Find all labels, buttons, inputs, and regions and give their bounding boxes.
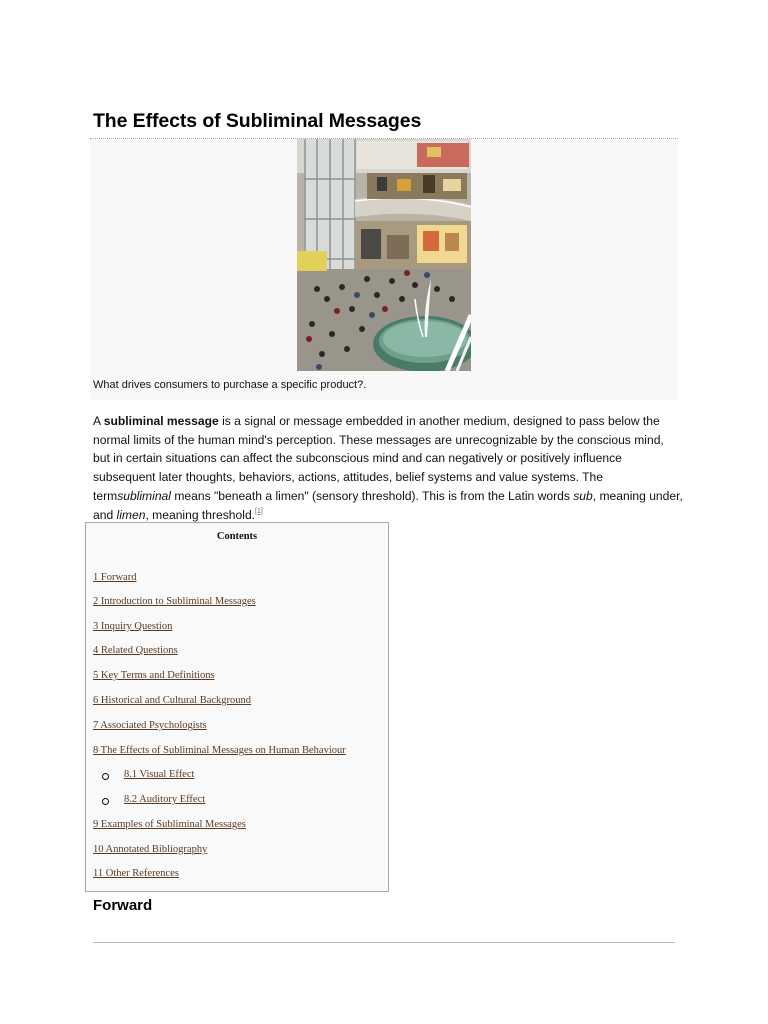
toc-link-effects-on-behaviour[interactable]: 8 The Effects of Subliminal Messages on Human Behaviour [93, 745, 346, 756]
intro-paragraph [93, 412, 683, 524]
section-divider [93, 942, 675, 943]
toc-link-forward[interactable]: 1 Forward [93, 572, 137, 583]
mall-photo [297, 139, 471, 371]
term-subliminal: subliminal [117, 488, 171, 503]
toc-link-auditory-effect[interactable]: 8.2 Auditory Effect [124, 794, 206, 805]
intro-text-0: A [93, 414, 104, 428]
section-heading-forward: Forward [93, 897, 153, 914]
figure [90, 139, 678, 400]
term-sub: sub [573, 488, 593, 503]
intro-text-2: means "beneath a limen" (sensory threshold). This is from the Latin words [170, 488, 574, 503]
intro-text-4: , meaning threshold. [145, 507, 256, 522]
toc-title: Contents [216, 531, 258, 542]
toc-link-examples[interactable]: 9 Examples of Subliminal Messages [93, 819, 246, 830]
toc-link-key-terms[interactable]: 5 Key Terms and Definitions [93, 670, 215, 681]
toc-link-inquiry-question[interactable]: 3 Inquiry Question [93, 621, 173, 632]
figure-caption: What drives consumers to purchase a specific product?. [93, 379, 367, 391]
intro-text-1: is a signal or message embedded in another medium, designed to pass below the normal limits of the human mind's perception. These messages are unrecognizable by the conscious mind, but in certain situations can affect the subconscious mind and can negatively or positively influence subsequent later thoughts, behaviors, actions, attitudes, belief systems and value systems. The term [93, 414, 664, 503]
toc-link-introduction[interactable]: 2 Introduction to Subliminal Messages [93, 596, 256, 607]
toc-link-historical-background[interactable]: 6 Historical and Cultural Background [93, 695, 252, 706]
bullet-icon [102, 773, 109, 780]
toc-link-visual-effect[interactable]: 8.1 Visual Effect [124, 769, 195, 780]
toc-link-annotated-bibliography[interactable]: 10 Annotated Bibliography [93, 844, 208, 855]
toc-link-related-questions[interactable]: 4 Related Questions [93, 645, 178, 656]
table-of-contents [85, 522, 389, 892]
term-limen: limen [116, 507, 146, 522]
toc-link-other-references[interactable]: 11 Other References [93, 868, 179, 879]
mall-image [297, 139, 471, 371]
intro-text-3: , meaning under, and [93, 488, 683, 522]
reference-link-1[interactable]: [1] [255, 507, 263, 515]
page-title: The Effects of Subliminal Messages [93, 110, 422, 132]
toc-link-associated-psychologists[interactable]: 7 Associated Psychologists [93, 720, 207, 731]
term-subliminal-message: subliminal message [103, 414, 219, 428]
bullet-icon [102, 798, 109, 805]
